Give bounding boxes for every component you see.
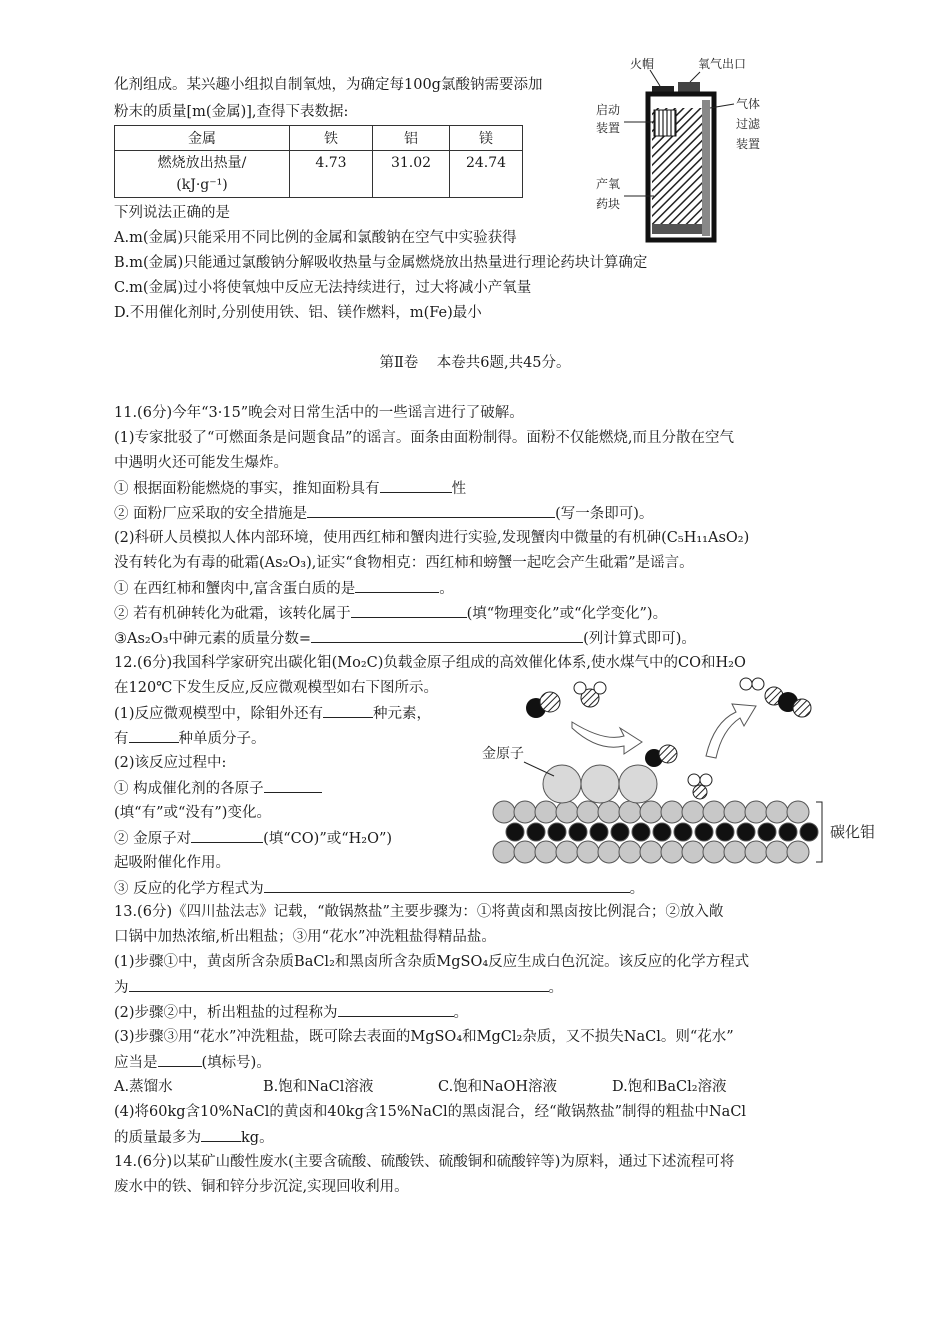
q10-line-2: 粉末的质量[m(金属)],查得下表数据: [114,104,349,120]
molybdenum-atom [745,801,767,823]
gold-atom-label: 金原子 [482,746,524,762]
molybdenum-atom [766,801,788,823]
q10-prompt: 下列说法正确的是 [114,205,230,221]
table-header-cell: 金属 [115,126,290,151]
q11-1-1: ① 根据面粉能燃烧的事实，推知面粉具有 性 [114,478,466,499]
q13-stem-2: 口锅中加热浓缩,析出粗盐；③用“花水”冲洗粗盐得精品盐。 [114,929,496,945]
q11-part1-line1: (1)专家批驳了“可燃面条是问题食品”的谣言。面条由面粉制得。面粉不仅能燃烧,而且分散在空气 [114,430,734,446]
molybdenum-atom [493,841,515,863]
catalyst-model-figure [474,672,884,872]
q14-stem-2: 废水中的铁、铜和锌分步沉淀,实现回收利用。 [114,1179,409,1195]
carbon-atom [737,823,755,841]
row-label-line-2: (kJ·g⁻¹) [176,177,228,193]
table-header-cell: 铝 [373,126,450,151]
q13-option-b: B.饱和NaCl溶液 [263,1079,374,1095]
label-filter-3: 装置 [736,137,761,151]
table-header-cell: 镁 [450,126,523,151]
oxygen-candle-figure [590,48,770,248]
q14-stem-1: 14.(6分)以某矿山酸性废水(主要含硫酸、硫酸铁、硫酸铜和硫酸锌等)为原料，通过下述流程可将 [114,1154,735,1170]
molybdenum-atom [640,801,662,823]
q13-3-answer: 应当是 (填标号)。 [114,1052,271,1073]
molybdenum-atom [514,801,536,823]
q11-2-1: ① 在西红柿和蟹肉中,富含蛋白质的是 。 [114,578,454,599]
section-header: 第Ⅱ卷 本卷共6题,共45分。 [379,355,571,371]
carbon-atom [590,823,608,841]
q11-stem: 11.(6分)今年“3·15”晚会对日常生活中的一些谣言进行了破解。 [114,405,524,421]
label-start-2: 装置 [596,121,621,135]
oxygen-outlet [678,82,700,92]
molybdenum-atom [514,841,536,863]
q11-2-3: ③As₂O₃中砷元素的质量分数= (列计算式即可)。 [114,628,696,649]
table-header-cell: 铁 [290,126,373,151]
metal-heat-table [114,125,523,198]
q13-1-answer: 为 。 [114,977,563,998]
q12-2-3: ③ 反应的化学方程式为 。 [114,878,644,899]
carbon-atom [716,823,734,841]
molybdenum-atom [661,841,683,863]
q10-option-c: C.m(金属)过小将使氧烛中反应无法持续进行，过大将减小产氧量 [114,280,532,296]
q13-4: (4)将60kg含10%NaCl的黄卤和40kg含15%NaCl的黑卤混合，经“敞锅熬盐”制得的粗盐中NaCl [114,1104,747,1120]
q13-option-a: A.蒸馏水 [114,1079,173,1095]
molybdenum-atom [703,841,725,863]
gold-atom [581,765,619,803]
carbon-atom [527,823,545,841]
q11-part2-line2: 没有转化为有毒的砒霜(As₂O₃),证实“食物相克：西红柿和螃蟹一起吃会产生砒霜”是谣言。 [114,555,694,571]
carbon-atom [611,823,629,841]
carbon-atom [758,823,776,841]
carbon-atom [674,823,692,841]
table-cell: 24.74 [450,151,523,198]
label-filter-2: 过滤 [736,117,761,131]
q12-2: (2)该反应过程中: [114,755,227,771]
label-filter-1: 气体 [736,97,761,111]
q12-2-2b: 起吸附催化作用。 [114,855,230,871]
q12-1-a: (1)反应微观模型中，除钼外还有 种元素， [114,703,431,724]
molybdenum-atom [535,801,557,823]
q11-2-2: ② 若有机砷转化为砒霜，该转化属于 (填“物理变化”或“化学变化”)。 [114,603,667,624]
molybdenum-atom [724,801,746,823]
q13-4-answer: 的质量最多为 kg。 [114,1127,274,1148]
label-start-1: 启动 [596,103,621,117]
molybdenum-atom [724,841,746,863]
molybdenum-atom [682,801,704,823]
adsorbed-h [688,774,712,799]
q13-2: (2)步骤②中，析出粗盐的过程称为 。 [114,1002,468,1023]
label-cap: 火帽 [630,57,655,71]
q12-2-1: ① 构成催化剂的各原子 [114,778,322,799]
molybdenum-atom [535,841,557,863]
molybdenum-atom [703,801,725,823]
label-block-1: 产氧 [596,177,621,191]
reaction-arrow [572,722,642,754]
q12-1-b: 有 种单质分子。 [114,728,266,749]
carbon-atom [506,823,524,841]
gas-filter [702,100,710,236]
q12-2-2: ② 金原子对 (填“CO)”或“H₂O”) [114,828,392,849]
q12-stem-1: 12.(6分)我国科学家研究出碳化钼(Mo₂C)负载金原子组成的高效催化体系,使水煤气中的CO和H₂O [114,655,746,671]
table-row [115,151,523,198]
q12-stem-2: 在120℃下发生反应,反应微观模型如右下图所示。 [114,680,439,696]
q13-option-d: D.饱和BaCl₂溶液 [612,1079,727,1095]
molybdenum-atom [598,841,620,863]
product-arrow [706,704,756,758]
starter-device [654,110,676,136]
table-row [115,126,523,151]
carbon-atom [632,823,650,841]
molybdenum-atom [619,801,641,823]
gold-atom [619,765,657,803]
molybdenum-atom [577,841,599,863]
mo2c-layers [493,801,818,863]
h2o-molecule [574,682,606,707]
molybdenum-atom [640,841,662,863]
q11-part1-line2: 中遇明火还可能发生爆炸。 [114,455,288,471]
carbon-atom [653,823,671,841]
q11-1-2: ② 面粉厂应采取的安全措施是 (写一条即可)。 [114,503,653,524]
row-label-line-1: 燃烧放出热量/ [157,155,247,171]
carbon-atom [548,823,566,841]
q10-option-d: D.不用催化剂时,分别使用铁、铝、镁作燃料，m(Fe)最小 [114,305,482,321]
q13-3: (3)步骤③用“花水”冲洗粗盐，既可除去表面的MgSO₄和MgCl₂杂质，又不损失NaCl。则“花水” [114,1029,734,1045]
carbon-atom [569,823,587,841]
carbon-atom [800,823,818,841]
q10-option-b: B.m(金属)只能通过氯酸钠分解吸收热量与金属燃烧放出热量进行理论药块计算确定 [114,255,648,271]
table-row-label [115,151,290,198]
molybdenum-atom [619,841,641,863]
molybdenum-atom [787,801,809,823]
carbon-atom [779,823,797,841]
mo2c-label: 碳化钼 [830,823,876,841]
table-cell: 4.73 [290,151,373,198]
q13-1: (1)步骤①中，黄卤所含杂质BaCl₂和黑卤所含杂质MgSO₄反应生成白色沉淀。该反应的化学方程式 [114,954,750,970]
candle-base [652,224,702,234]
label-oxygen-outlet: 氧气出口 [698,57,747,71]
molybdenum-atom [598,801,620,823]
q10-line-1: 化剂组成。某兴趣小组拟自制氧烛，为确定每100g氯酸钠需要添加 [114,77,543,93]
q13-stem-1: 13.(6分)《四川盐法志》记载，“敞锅熬盐”主要步骤为：①将黄卤和黑卤按比例混合；②放入敞 [114,904,724,920]
co-molecule [526,692,560,718]
q13-option-c: C.饱和NaOH溶液 [438,1079,558,1095]
adsorbed-co [645,745,677,767]
carbon-atom [695,823,713,841]
molybdenum-atom [556,841,578,863]
molybdenum-atom [493,801,515,823]
q12-2-1-hint: (填“有”或“没有”)变化。 [114,805,271,821]
molybdenum-atom [556,801,578,823]
molybdenum-atom [766,841,788,863]
q10-option-a: A.m(金属)只能采用不同比例的金属和氯酸钠在空气中实验获得 [114,230,517,246]
q11-part2-line1: (2)科研人员模拟人体内部环境，使用西红柿和蟹肉进行实验,发现蟹肉中微量的有机砷(C₅H₁₁AsO₂) [114,530,750,546]
molybdenum-atom [682,841,704,863]
molybdenum-atom [745,841,767,863]
gold-atom [543,765,581,803]
molybdenum-atom [577,801,599,823]
label-block-2: 药块 [596,197,621,211]
molybdenum-atom [661,801,683,823]
molybdenum-atom [787,841,809,863]
table-cell: 31.02 [373,151,450,198]
